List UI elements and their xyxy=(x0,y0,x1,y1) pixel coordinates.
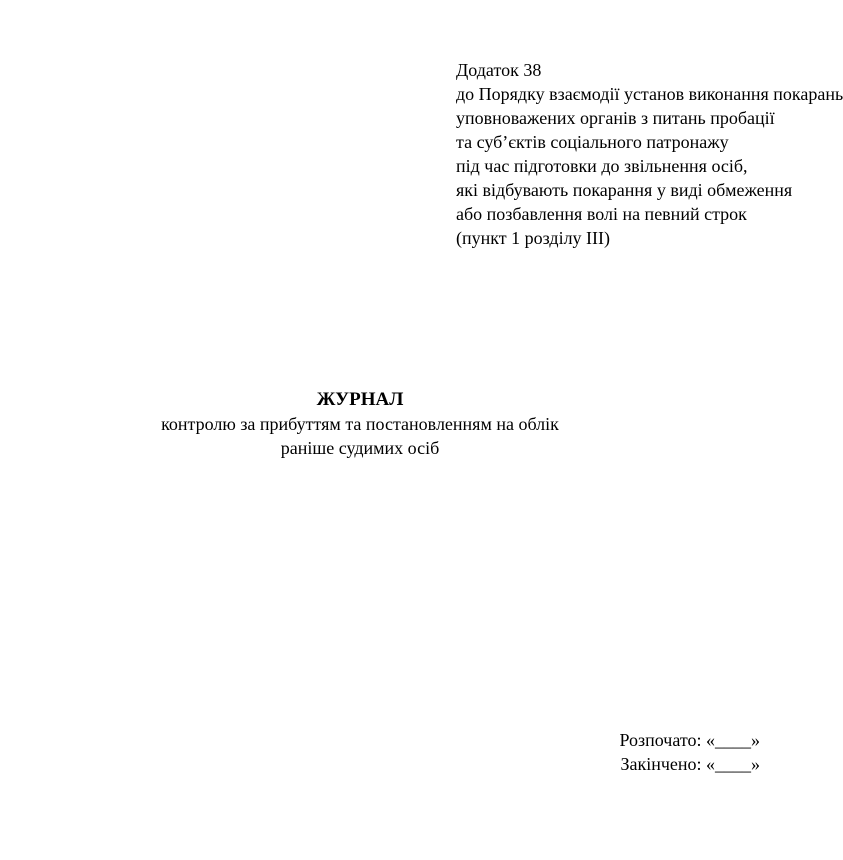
appendix-line: під час підготовки до звільнення осіб, xyxy=(456,156,748,176)
appendix-line: які відбувають покарання у виді обмеження xyxy=(456,180,793,200)
appendix-line: або позбавлення волі на певний строк xyxy=(456,204,747,224)
appendix-line: до Порядку взаємодії установ виконання покарань xyxy=(456,84,843,104)
journal-subtitle-line: раніше судимих осіб xyxy=(280,438,440,458)
appendix-line: Додаток 38 xyxy=(456,60,542,80)
appendix-note xyxy=(456,58,843,250)
journal-subtitle-line: контролю за прибуттям та постановленням на облік xyxy=(161,414,559,434)
appendix-line: та суб’єктів соціального патронажу xyxy=(456,132,729,152)
end-date-line: Закінчено: «____» xyxy=(620,754,760,774)
appendix-line: уповноважених органів з питань пробації xyxy=(456,108,775,128)
start-date-line: Розпочато: «____» xyxy=(619,730,760,750)
journal-dates xyxy=(560,728,760,776)
journal-title-block xyxy=(0,388,720,460)
appendix-line: (пункт 1 розділу III) xyxy=(456,228,611,248)
journal-title: ЖУРНАЛ xyxy=(316,389,404,410)
